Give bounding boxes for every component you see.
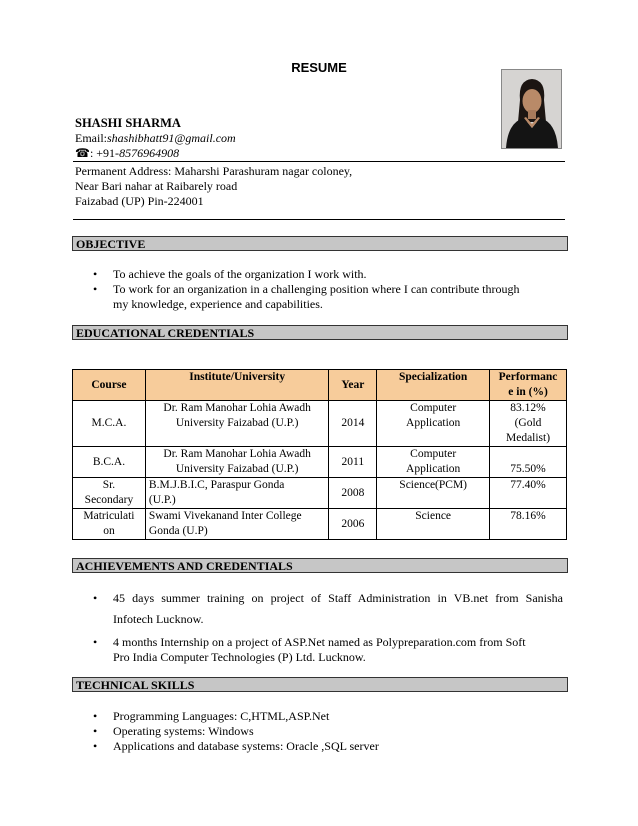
bullet: • (93, 709, 98, 723)
objective-item-2: To work for an organization in a challenging position where I can contribute through (113, 282, 520, 296)
cell-performance: 83.12% (Gold Medalist) (490, 401, 567, 447)
bullet: • (93, 635, 98, 649)
resume-title: RESUME (291, 60, 347, 75)
col-header-performance: Performanc e in (%) (490, 370, 567, 401)
achievement-item-1-cont: Infotech Lucknow. (113, 612, 204, 626)
skill-item-3: Applications and database systems: Oracle ,SQL server (113, 739, 379, 753)
phone-value: 8576964908 (119, 146, 180, 160)
cell-specialization: Science(PCM) (377, 478, 490, 509)
email-line (75, 131, 236, 146)
cell-course: Sr. Secondary (73, 478, 146, 509)
cell-institute: Swami Vivekanand Inter College Gonda (U.P) (145, 509, 329, 540)
education-table (72, 369, 567, 540)
cell-performance: 75.50% (490, 447, 567, 478)
candidate-name: SHASHI SHARMA (75, 116, 181, 130)
email-value[interactable]: shashibhatt91@gmail.com (107, 131, 236, 145)
profile-photo (501, 69, 562, 149)
phone-icon: ☎ (75, 146, 90, 160)
cell-institute: Dr. Ram Manohar Lohia Awadh University Faizabad (U.P.) (145, 401, 329, 447)
address-line-2: Near Bari nahar at Raibarely road (75, 179, 238, 193)
objective-item-1: To achieve the goals of the organization I work with. (113, 267, 367, 281)
cell-institute: B.M.J.B.I.C, Paraspur Gonda (U.P.) (145, 478, 329, 509)
email-label: Email: (75, 131, 107, 145)
cell-course: B.C.A. (73, 447, 146, 478)
cell-performance: 77.40% (490, 478, 567, 509)
bullet: • (93, 739, 98, 753)
divider (73, 161, 565, 162)
achievement-item-1: 45 days summer training on project of Staff Administration in VB.net from Sanisha (113, 591, 563, 605)
col-header-specialization: Specialization (377, 370, 490, 401)
section-heading-achievements: ACHIEVEMENTS AND CREDENTIALS (72, 558, 568, 573)
cell-year: 2006 (329, 509, 377, 540)
divider (73, 219, 565, 220)
table-row (73, 447, 567, 478)
section-heading-technical-skills: TECHNICAL SKILLS (72, 677, 568, 692)
phone-label: : +91- (89, 146, 120, 160)
bullet: • (93, 724, 98, 738)
cell-year: 2014 (329, 401, 377, 447)
table-header-row (73, 370, 567, 401)
table-row (73, 401, 567, 447)
cell-year: 2011 (329, 447, 377, 478)
portrait-image (502, 70, 561, 148)
achievement-item-2: 4 months Internship on a project of ASP.Net named as Polypreparation.com from Soft (113, 635, 526, 649)
skill-item-2: Operating systems: Windows (113, 724, 254, 738)
cell-specialization: Computer Application (377, 447, 490, 478)
address-line-1: Permanent Address: Maharshi Parashuram nagar coloney, (75, 164, 353, 178)
col-header-year: Year (329, 370, 377, 401)
cell-performance: 78.16% (490, 509, 567, 540)
section-heading-objective: OBJECTIVE (72, 236, 568, 251)
section-heading-education: EDUCATIONAL CREDENTIALS (72, 325, 568, 340)
cell-institute: Dr. Ram Manohar Lohia Awadh University Faizabad (U.P.) (145, 447, 329, 478)
cell-course: M.C.A. (73, 401, 146, 447)
bullet: • (93, 282, 98, 296)
col-header-course: Course (73, 370, 146, 401)
objective-item-2-cont: my knowledge, experience and capabilities. (113, 297, 323, 311)
cell-year: 2008 (329, 478, 377, 509)
cell-specialization: Science (377, 509, 490, 540)
skill-item-1: Programming Languages: C,HTML,ASP.Net (113, 709, 330, 723)
cell-course: Matriculati on (73, 509, 146, 540)
address-line-3: Faizabad (UP) Pin-224001 (75, 194, 204, 208)
bullet: • (93, 267, 98, 281)
phone-line (75, 146, 179, 161)
cell-specialization: Computer Application (377, 401, 490, 447)
bullet: • (93, 591, 98, 605)
col-header-institute: Institute/University (145, 370, 329, 401)
table-row (73, 509, 567, 540)
table-row (73, 478, 567, 509)
achievement-item-2-cont: Pro India Computer Technologies (P) Ltd. Lucknow. (113, 650, 366, 664)
